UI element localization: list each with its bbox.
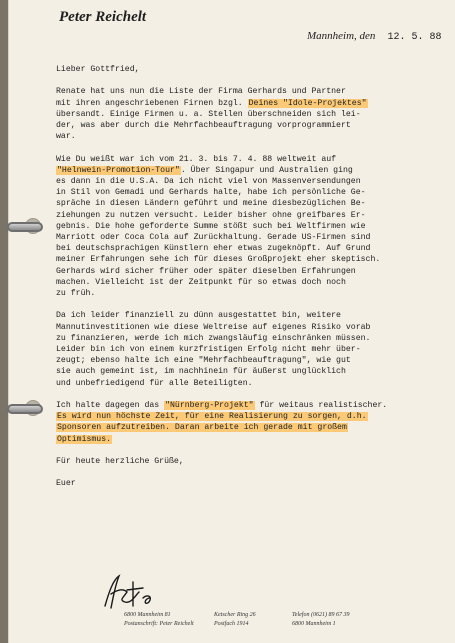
highlight: "Helnwein-Promotion-Tour"	[57, 165, 180, 175]
date: 12. 5. 88	[387, 32, 442, 43]
highlight: Optimismus.	[57, 434, 112, 444]
letter-footer: 6800 Mannheim 81 Ketscher Ring 26 Telefon (0621) 89 67 39 Postanschrift: Peter Reichelt Postfach 1914 6800 Mannheim 1	[124, 612, 350, 627]
highlight: Deines "Idole-Projektes"	[248, 98, 367, 108]
paragraph-1: Renate hat uns nun die Liste der Firma Gerhards und Partner mit ihren angeschriebenen Firnen bzgl. Deines "Idole-Projektes" übersandt. Einige Firmen u. a. Stellen überschneiden sich lei- der, was aber durch die Mehrfachbeauftragung vorprogrammiert war.	[56, 87, 367, 142]
paragraph-4: Ich halte dagegen das "Nürnberg-Projekt" für weitaus realistischer. Es wird nun höchste Zeit, für eine Realisierung zu sorgen, d.h. Sponsoren aufzutreiben. Daran arbeite ich gerade mit großem Optimismus.	[56, 401, 388, 444]
closing-name: Euer	[56, 479, 76, 489]
signature-icon	[99, 572, 159, 612]
highlight: Sponsoren aufzutreiben. Daran arbeite ich gerade mit großem	[57, 423, 347, 433]
letter-body	[56, 64, 446, 501]
binder-ring	[7, 404, 43, 414]
paragraph-3: Da ich leider finanziell zu dünn ausgestattet bin, weitere Mannutinvestitionen wie diese Weltreise auf eigenes Risiko vorab zu finanzieren, werde ich mich zwangsläufig einschränken müssen. Leider bin ich von einem kurzfristigen Erfolg nicht mehr über- zeugt; ebenso halte ich eine "Mehrfachbeauftragung", wie gut sie auch gemeint ist, im nachhinein für äußerst unglücklich und unbefriedigend für alle Beteiligten.	[56, 311, 371, 388]
highlight: "Nürnberg-Projekt"	[165, 401, 254, 411]
place-date	[307, 30, 441, 43]
place: Mannheim, den	[307, 30, 376, 42]
letterhead-sender: Peter Reichelt	[59, 9, 147, 25]
paragraph-2: Wie Du weißt war ich vom 21. 3. bis 7. 4. 88 weltweit auf "Helnwein-Promotion-Tour". Über Singapur und Australien ging es dann in die U.S.A. Da ich nicht viel von Massenversendungen in Stil von Gemadi und Gerhards halte, habe ich persönliche Ge- spräche in diesen Ländern geführt und meine diesbezüglichen Be- ziehungen zu nutzen versucht. Leider bisher ohne greifbares Er- gebnis. Die hohe geforderte Summe stößt such bei Weltfirmen wie Marriott oder Coca Cola auf Zurückhaltung. Gerade US-Firmen sind bei deutschsprachigen Künstlern eher etwas zugeknöpft. Auf Grund meiner Erfahrungen sehe ich für dieses Großprojekt eher skeptisch. Gerhards wird sicher früher oder später dieselben Erfahrungen machen. Vielleicht ist der Zeitpunkt für so etwas doch noch zu früh.	[56, 154, 381, 299]
closing: Für heute herzliche Grüße,	[56, 457, 184, 467]
letter-page	[8, 0, 455, 643]
highlight: Es wird nun höchste Zeit, für eine Realisierung zu sorgen, d.h.	[57, 412, 367, 422]
binder-ring	[7, 222, 43, 232]
salutation: Lieber Gottfried,	[56, 65, 140, 74]
